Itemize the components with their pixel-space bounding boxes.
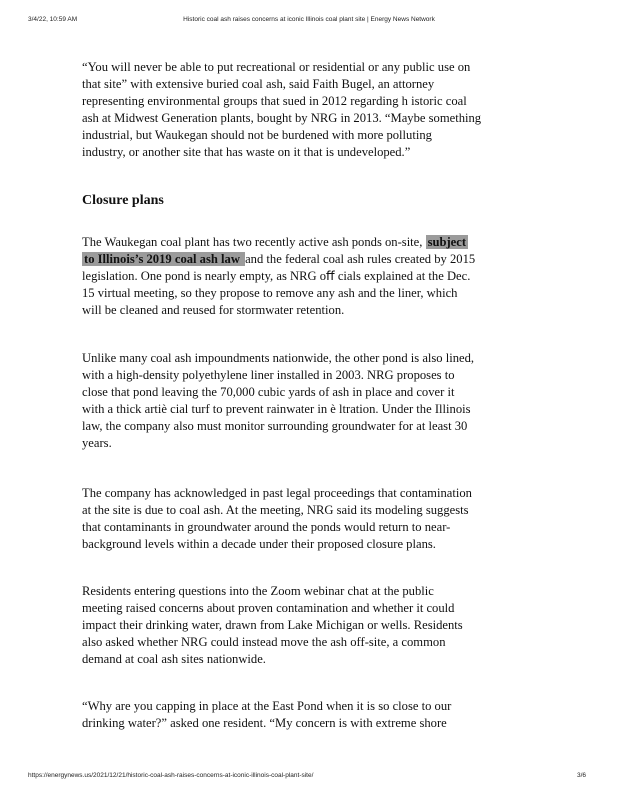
closure-paragraph-5 bbox=[82, 698, 534, 732]
print-url: https://energynews.us/2021/12/21/historic-coal-ash-raises-concerns-at-iconic-illinois-coal-plant-site/ bbox=[28, 772, 314, 779]
text-line bbox=[82, 251, 534, 268]
text-line: with a thick artiè cial turf to prevent rainwater in è ltration. Under the Illinois bbox=[82, 401, 471, 416]
text-line: “Why are you capping in place at the East Pond when it is so close to our bbox=[82, 699, 452, 713]
page-number: 3/6 bbox=[576, 772, 586, 779]
text-line: ash at Midwest Generation plants, bought by NRG in 2013. “Maybe something bbox=[82, 110, 482, 125]
text-line: will be cleaned and reused for stormwater retention. bbox=[82, 302, 345, 317]
text-line: law, the company also must monitor surrounding groundwater for at least 30 bbox=[82, 418, 468, 433]
text-line: representing environmental groups that sued in 2012 regarding h istoric coal bbox=[82, 93, 467, 108]
text-line: industry, or another site that has waste on it that is undeveloped.” bbox=[82, 144, 411, 159]
text-line: impact their drinking water, drawn from Lake Michigan or wells. Residents bbox=[82, 617, 463, 632]
text-line: background levels within a decade under their proposed closure plans. bbox=[82, 536, 436, 551]
text-line: years. bbox=[82, 435, 112, 450]
text-line: meeting raised concerns about proven contamination and whether it could bbox=[82, 600, 455, 615]
print-page-title: Historic coal ash raises concerns at iconic Illinois coal plant site | Energy News Network bbox=[183, 16, 435, 23]
print-datetime: 3/4/22, 10:59 AM bbox=[28, 16, 78, 23]
quote-paragraph bbox=[82, 59, 534, 160]
text-line: The company has acknowledged in past legal proceedings that contamination bbox=[82, 486, 472, 500]
section-heading: Closure plans bbox=[82, 193, 164, 208]
text-line: Unlike many coal ash impoundments nationwide, the other pond is also lined, bbox=[82, 351, 475, 365]
closure-paragraph-2 bbox=[82, 350, 534, 451]
text-line: industrial, but Waukegan should not be burdened with more polluting bbox=[82, 127, 432, 142]
text-segment: and the federal coal ash rules created by 2015 bbox=[245, 251, 476, 266]
text-line: demand at coal ash sites nationwide. bbox=[82, 651, 266, 666]
text-line: that site” with extensive buried coal ash, said Faith Bugel, an attorney bbox=[82, 76, 435, 91]
text-line: legislation. One pond is nearly empty, as NRG oﬀ cials explained at the Dec. bbox=[82, 268, 471, 283]
text-line: that contaminants in groundwater around the ponds would return to near- bbox=[82, 519, 451, 534]
closure-paragraph-4 bbox=[82, 583, 534, 668]
closure-paragraph-3 bbox=[82, 485, 534, 553]
text-line: also asked whether NRG could instead move the ash off-site, a common bbox=[82, 634, 446, 649]
coal-ash-law-link-continued[interactable]: to Illinois’s 2019 coal ash law bbox=[84, 251, 244, 266]
text-line: 15 virtual meeting, so they propose to remove any ash and the liner, which bbox=[82, 285, 458, 300]
text-line: at the site is due to coal ash. At the meeting, NRG said its modeling suggests bbox=[82, 502, 469, 517]
text-line: Residents entering questions into the Zoom webinar chat at the public bbox=[82, 584, 434, 598]
text-line: drinking water?” asked one resident. “My concern is with extreme shore bbox=[82, 715, 447, 730]
coal-ash-law-link[interactable]: subject bbox=[427, 235, 467, 249]
closure-paragraph-1 bbox=[82, 234, 534, 319]
text-line: with a high-density polyethylene liner installed in 2003. NRG proposes to bbox=[82, 367, 455, 382]
text-line: “You will never be able to put recreational or residential or any public use on bbox=[82, 60, 471, 74]
text-line: close that pond leaving the 70,000 cubic yards of ash in place and cover it bbox=[82, 384, 455, 399]
text-segment: The Waukegan coal plant has two recently active ash ponds on-site, bbox=[82, 235, 426, 249]
text-line bbox=[82, 234, 534, 251]
